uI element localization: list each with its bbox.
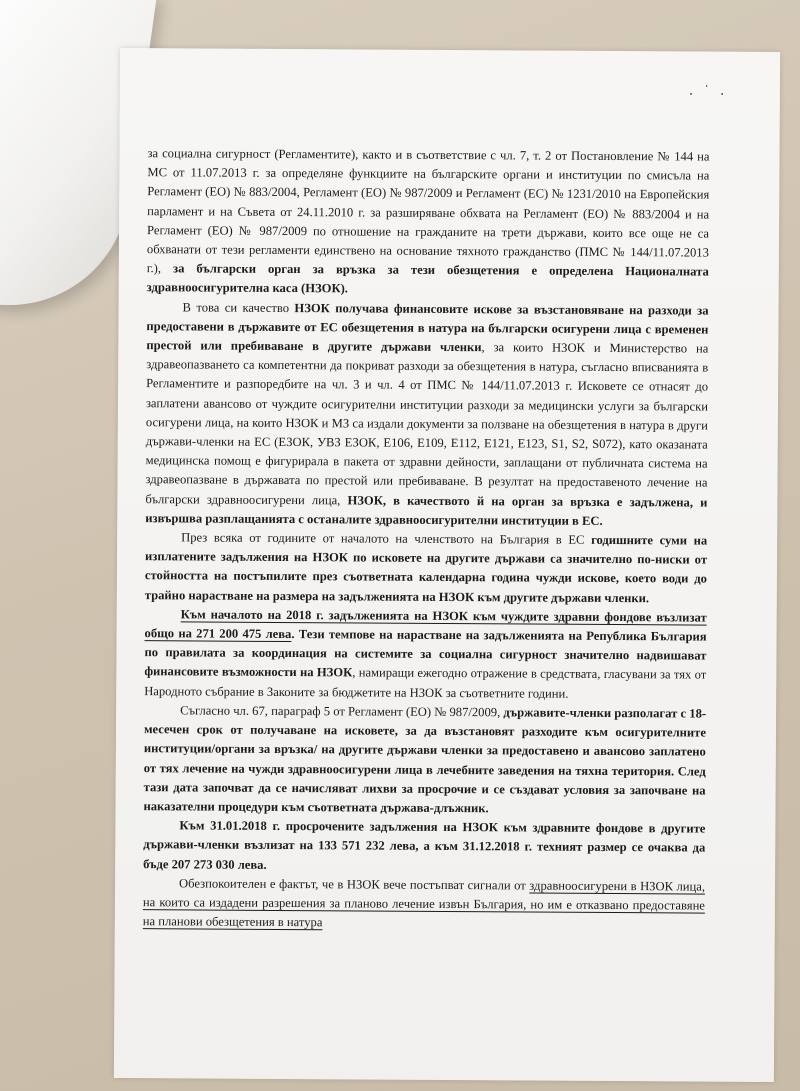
paragraph-overdue: Към 31.01.2018 г. просрочените задължения на НЗОК към здравните фондове в другите държави-членки възлизат на 133 571 232 лева, а към 31.12.2018 г. техният размер се очаква да бъде 207 273 030 лева.	[143, 818, 706, 872]
paragraph-deadline: Съгласно чл. 67, параграф 5 от Регламент (ЕО) № 987/2009, държавите-членки разполагат с 18-месечен срок от получаване на исковете, за да възстановят разходите към осигурителните институции/органи за връзка/ на другите държави членки за предоставено и авансово заплатено от тях лечение на чужди здравноосигурени лица в лечебните заведения на тяхна територия. След тази дата започват да се начисляват лихви за просрочие и се създават условия за започване на наказателни процедури към съответната държава-длъжник.	[143, 703, 707, 816]
document-body	[143, 144, 710, 935]
page-marks: . ˙ .	[689, 83, 728, 99]
document-page	[114, 48, 780, 1082]
paragraph-complaints: Обезпокоителен е фактът, че в НЗОК вече постъпват сигнали от здравноосигурени в НЗОК лица, на които са издадени разрешения за планово лечение извън България, но им е отказвано предоставяне на планови обезщетения в натура	[142, 876, 706, 930]
paragraph-regulations: за социална сигурност (Регламентите), както и в съответствие с чл. 7, т. 2 от Постановление № 144 на МС от 11.07.2013 г. за определяне функциите на българските органи и институции по смисъла на Регламент (ЕО) № 883/2004, Регламент (ЕО) № 987/2009 и Регламент (ЕС) № 1231/2010 на Европейския парламент и на Съвета от 24.11.2010 г. за разширяване обхвата на Регламент (ЕО) № 883/2004 и на Регламент (ЕО) № 987/2009 по отношение на гражданите на трети държави, които все още не са обхванати от тези регламенти единствено на основание тяхното гражданство (ПМС № 144/11.07.2013 г.), за български орган за връзка за тези обезщетения е определена Националната здравноосигурителна каса (НЗОК).	[146, 146, 710, 296]
paragraph-annual-sums: През всяка от годините от началото на членството на България в ЕС годишните суми на изплатените задължения на НЗОК по исковете на другите държави са значително по-ниски от стойността на постъпилите през съответната календарна година чужди искове, което води до трайно нарастване на размера на задълженията на НЗОК към другите държави членки.	[144, 530, 708, 605]
paragraph-obligations-2018: Към началото на 2018 г. задълженията на НЗОК към чуждите здравни фондове възлизат общо на 271 200 475 лева. Тези темпове на нарастване на задълженията на Република България по правилата за координация на системите за социална сигурност значително надвишават финансовите възможности на НЗОК, намиращи ежегодно отражение в средствата, гласувани за тях от Народното събрание в Законите за бюджетите на НЗОК за съответните години.	[144, 607, 707, 701]
paragraph-nzok-role: В това си качество НЗОК получава финансовите искове за възстановяване на разходи за предоставени в държавите от ЕС обезщетения в натура на български осигурени лица с временен престой или пребиваване в другите държави членки, за които НЗОК и Министерство на здравеопазването са компетентни да покриват разходи за обезщетения в натура, съгласно вписванията в Регламентите и разпоредбите на чл. 3 и чл. 4 от ПМС № 144/11.07.2013 г. Исковете се отнасят до заплатени авансово от чуждите осигурителни институции разходи за медицински услуги за български осигурени лица, на които НЗОК и МЗ са издали документи за ползване на обезщетения в натура в други държави-членки на ЕС (ЕЗОК, УВЗ ЕЗОК, Е106, Е109, Е112, Е121, Е123, S1, S2, S072), като оказаната медицинска помощ е фигурирала в пакета от здравни дейности, заплащани от публичната система на здравеопазване в държавата по престой или пребиваване. В резултат на предоставеното лечение на български здравноосигурени лица, НЗОК, в качеството й на орган за връзка е задължена, и извършва разплащанията с останалите здравноосигурителни институции в ЕС.	[145, 300, 709, 528]
